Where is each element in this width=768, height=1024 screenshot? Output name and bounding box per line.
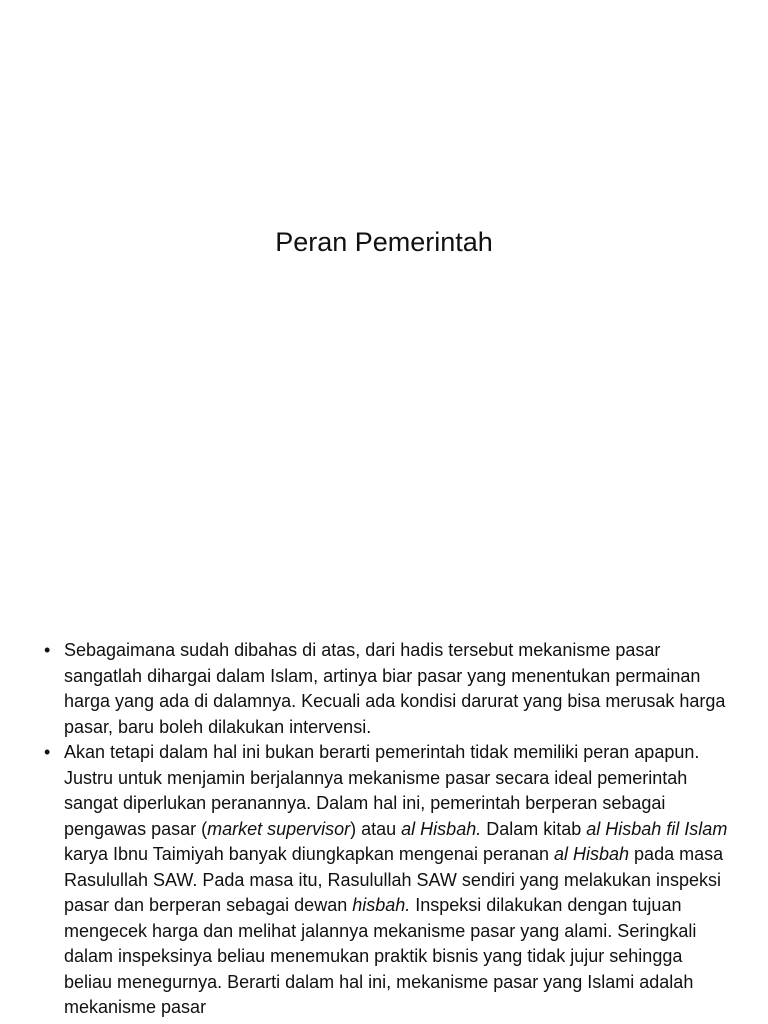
bullet-2-segment-7: karya Ibnu Taimiyah banyak diungkapkan mengenai peranan: [64, 844, 554, 864]
bullet-text-2: [64, 742, 727, 1017]
bullet-2-italic-al-hisbah: al Hisbah.: [401, 818, 482, 839]
bullet-2-segment-5: Dalam kitab: [481, 818, 587, 839]
bullet-2-italic-kitab-title: al Hisbah fil Islam: [586, 818, 728, 839]
bullet-item-1: [44, 638, 734, 740]
bullet-item-2: [44, 740, 734, 1021]
bullet-2-segment-9: pada masa Rasulullah SAW. Pada masa itu, Rasulullah SAW sendiri yang melakukan inspeksi pasar dan berperan sebagai dewan: [64, 844, 724, 915]
bullet-text-1: [64, 640, 725, 737]
bullet-2-italic-al-hisbah-2: al Hisbah: [554, 844, 630, 864]
bullet-2-segment-1: Akan tetapi dalam hal ini bukan berarti pemerintah tidak memiliki peran apapun. Justru untuk menjamin berjalannya mekanisme pasar secara ideal pemerintah sangat diperlukan peranannya. Dalam hal ini, pemerintah berperan sebagai pengawas pasar (: [64, 742, 700, 839]
slide-title: Peran Pemerintah: [275, 227, 493, 257]
bullet-2-italic-hisbah: hisbah.: [352, 895, 411, 915]
bullet-2-segment-11: Inspeksi dilakukan dengan tujuan mengecek harga dan melihat jalannya mekanisme pasar yang alami. Seringkali dalam inspeksinya beliau menemukan praktik bisnis yang tidak jujur sehingga beliau menegurnya. Berarti dalam hal ini, mekanisme pasar yang Islami adalah mekanisme pasar: [64, 895, 697, 1017]
bullet-2-segment-3: ) atau: [350, 818, 402, 839]
bullet-dot: •: [44, 640, 51, 660]
bullet-dot: •: [44, 742, 51, 762]
bullet-2-italic-market-supervisor: market supervisor: [207, 818, 351, 839]
bullet-1-segment-1: Sebagaimana sudah dibahas di atas, dari hadis tersebut mekanisme pasar sangatlah dihargai dalam Islam, artinya biar pasar yang menentukan permainan harga yang ada di dalamnya. Kecuali ada kondisi darurat yang bisa merusak harga pasar, baru boleh dilakukan intervensi.: [64, 640, 726, 737]
bullet-list: [44, 638, 734, 1024]
